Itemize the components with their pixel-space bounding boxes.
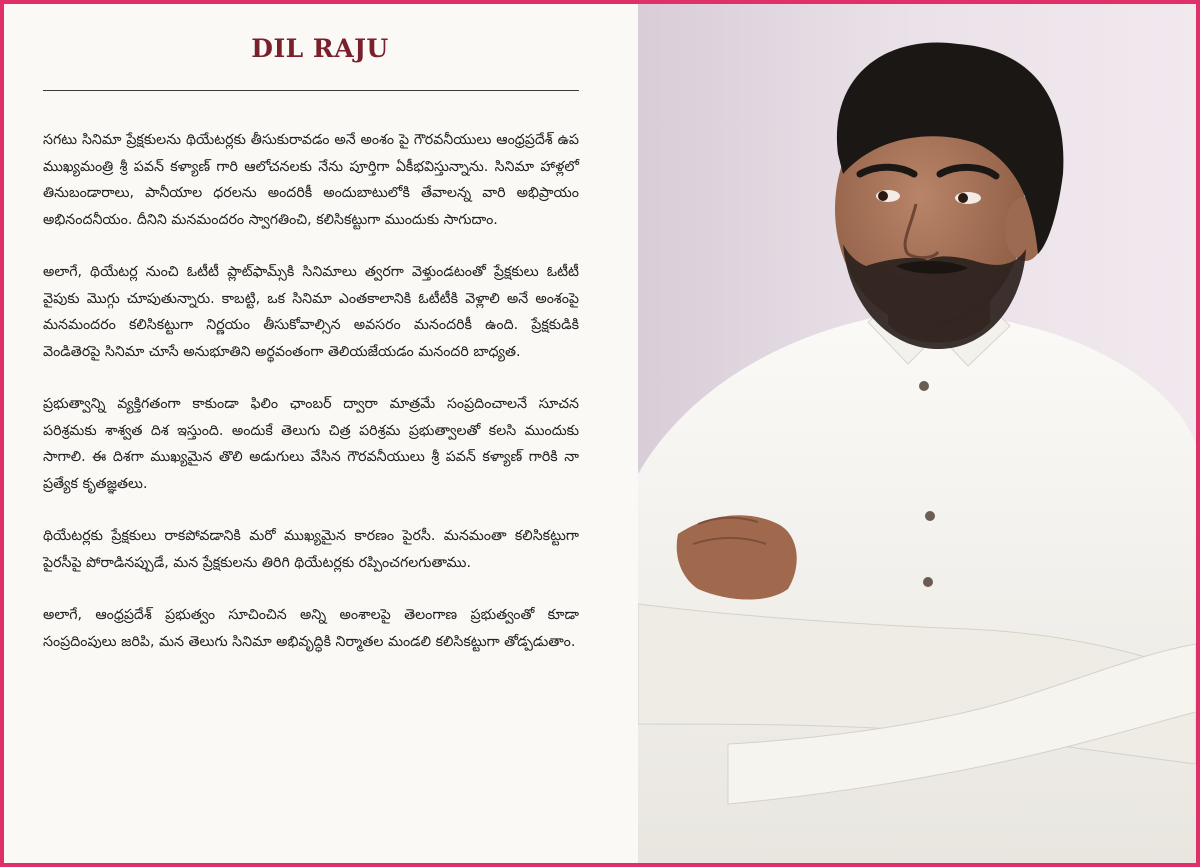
shirt-button	[919, 381, 929, 391]
paragraph-4: థియేటర్లకు ప్రేక్షకులు రాకపోవడానికి మరో ముఖ్యమైన కారణం పైరసీ. మనమంతా కలిసికట్టుగా పైరసీపై పోరాడినప్పుడే, మన ప్రేక్షకులను తిరిగి థియేటర్లకు రప్పించగలగుతాము.	[43, 528, 579, 571]
letter-panel	[4, 4, 636, 863]
portrait-photo	[638, 4, 1196, 863]
page-frame	[4, 4, 1196, 863]
paragraph-3: ప్రభుత్వాన్ని వ్యక్తిగతంగా కాకుండా ఫిలిం ఛాంబర్ ద్వారా మాత్రమే సంప్రదించాలనే సూచన పరిశ్రమకు శాశ్వత దిశ ఇస్తుంది. అందుకే తెలుగు చిత్ర పరిశ్రమ ప్రభుత్వాలతో కలసి ముందుకు సాగాలి. ఈ దిశగా ముఖ్యమైన తొలి అడుగులు వేసిన గౌరవనీయులు శ్రీ పవన్ కళ్యాణ్ గారికి నా ప్రత్యేక కృతజ్ఞతలు.	[43, 396, 579, 492]
paragraph-2: అలాగే, థియేటర్ల నుంచి ఓటీటీ ప్లాట్‌ఫామ్స్‌కి సినిమాలు త్వరగా వెళ్తుండటంతో ప్రేక్షకులు ఓటీటీ వైపుకు మొగ్గు చూపుతున్నారు. కాబట్టి, ఒక సినిమా ఎంతకాలానికి ఓటీటీకి వెళ్లాలి అనే అంశంపై మనమందరం కలిసికట్టుగా నిర్ణయం తీసుకోవాల్సిన అవసరం మనందరికీ ఉంది. ప్రేక్షకుడికి వెండితెరపై సినిమా చూసే అనుభూతిని అర్థవంతంగా తెలియజేయడం మనందరి బాధ్యత.	[43, 264, 579, 360]
paragraph-1: సగటు సినిమా ప్రేక్షకులను థియేటర్లకు తీసుకురావడం అనే అంశం పై గౌరవనీయులు ఆంధ్రప్రదేశ్ ఉప ముఖ్యమంత్రి శ్రీ పవన్ కళ్యాణ్ గారి ఆలోచనలకు నేను పూర్తిగా ఏకీభవిస్తున్నాను. సినిమా హాళ్లలో తినుబండారాలు, పానీయాల ధరలను అందరికీ అందుబాటులోకి తేవాలన్న వారి అభిప్రాయం అభినందనీయం. దీనిని మనమందరం స్వాగతించి, కలిసికట్టుగా ముందుకు సాగుదాం.	[43, 132, 579, 228]
letter-title: DIL RAJU	[251, 34, 389, 63]
shirt-button	[923, 577, 933, 587]
paragraph-5: అలాగే, ఆంధ్రప్రదేశ్ ప్రభుత్వం సూచించిన అన్ని అంశాలపై తెలంగాణ ప్రభుత్వంతో కూడా సంప్రదింపులు జరిపి, మన తెలుగు సినిమా అభివృద్ధికి నిర్మాతల మండలి కలిసికట్టుగా తోడ్పడుతాం.	[43, 607, 579, 650]
title-divider	[43, 90, 579, 91]
portrait-illustration	[638, 4, 1196, 863]
letter-body	[43, 127, 579, 681]
shirt-button	[925, 511, 935, 521]
